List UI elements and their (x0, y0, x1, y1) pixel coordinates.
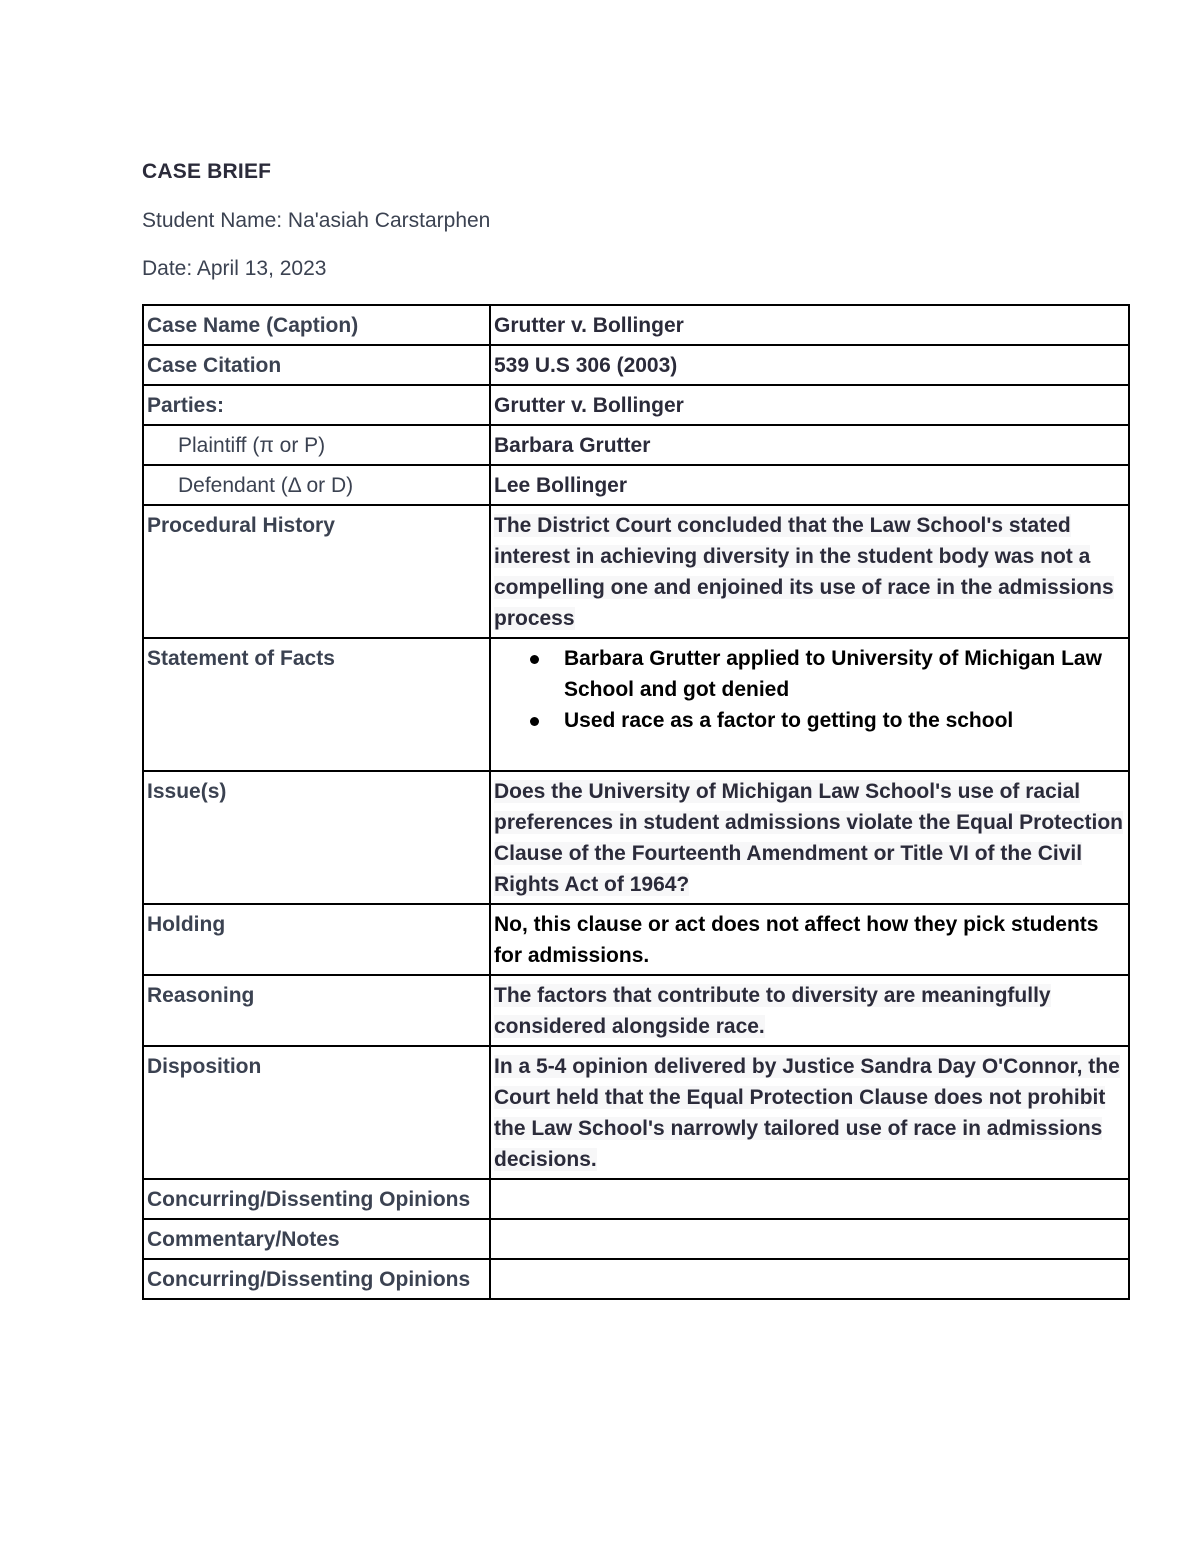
case-citation-label: Case Citation (143, 345, 490, 385)
holding-value: No, this clause or act does not affect how they pick students for admissions. (490, 904, 1129, 975)
statement-of-facts-label: Statement of Facts (143, 638, 490, 771)
row-concurring-dissenting-2 (143, 1259, 1129, 1299)
commentary-notes-value (490, 1219, 1129, 1259)
reasoning-value (490, 975, 1129, 1046)
issues-text: Does the University of Michigan Law School's use of racial preferences in student admissions violate the Equal Protection Clause of the Fourteenth Amendment or Title VI of the Civil Rights Act of 1964? (494, 780, 1123, 896)
case-name-label: Case Name (Caption) (143, 305, 490, 345)
defendant-value: Lee Bollinger (490, 465, 1129, 505)
disposition-value (490, 1046, 1129, 1179)
issues-label: Issue(s) (143, 771, 490, 904)
row-plaintiff (143, 425, 1129, 465)
brief-date: Date: April 13, 2023 (142, 257, 327, 280)
case-name-value: Grutter v. Bollinger (490, 305, 1129, 345)
row-holding (143, 904, 1129, 975)
row-disposition (143, 1046, 1129, 1179)
plaintiff-value: Barbara Grutter (490, 425, 1129, 465)
row-parties (143, 385, 1129, 425)
concurring-dissenting-label: Concurring/Dissenting Opinions (143, 1179, 490, 1219)
issues-value (490, 771, 1129, 904)
reasoning-label: Reasoning (143, 975, 490, 1046)
disposition-text: In a 5-4 opinion delivered by Justice Sandra Day O'Connor, the Court held that the Equal Protection Clause does not prohibit the Law School's narrowly tailored use of race in admissions decisions. (494, 1055, 1120, 1171)
procedural-history-text: The District Court concluded that the Law School's stated interest in achieving diversity in the student body was not a compelling one and enjoined its use of race in the admissions process (494, 514, 1114, 630)
fact-item: Used race as a factor to getting to the school (564, 705, 1125, 736)
facts-list (494, 643, 1125, 736)
row-procedural-history (143, 505, 1129, 638)
parties-value: Grutter v. Bollinger (490, 385, 1129, 425)
row-defendant (143, 465, 1129, 505)
holding-label: Holding (143, 904, 490, 975)
row-concurring-dissenting-1 (143, 1179, 1129, 1219)
plaintiff-label: Plaintiff (π or P) (143, 425, 490, 465)
reasoning-text: The factors that contribute to diversity are meaningfully considered alongside race. (494, 984, 1051, 1038)
case-brief-table (142, 304, 1130, 1300)
document-title: CASE BRIEF (142, 160, 272, 183)
statement-of-facts-value (490, 638, 1129, 771)
defendant-label: Defendant (Δ or D) (143, 465, 490, 505)
row-issues (143, 771, 1129, 904)
row-statement-of-facts (143, 638, 1129, 771)
row-reasoning (143, 975, 1129, 1046)
concurring-dissenting-value (490, 1259, 1129, 1299)
disposition-label: Disposition (143, 1046, 490, 1179)
row-case-name (143, 305, 1129, 345)
row-commentary-notes (143, 1219, 1129, 1259)
student-name: Student Name: Na'asiah Carstarphen (142, 209, 491, 232)
procedural-history-label: Procedural History (143, 505, 490, 638)
parties-label: Parties: (143, 385, 490, 425)
procedural-history-value (490, 505, 1129, 638)
row-case-citation (143, 345, 1129, 385)
concurring-dissenting-label: Concurring/Dissenting Opinions (143, 1259, 490, 1299)
concurring-dissenting-value (490, 1179, 1129, 1219)
fact-item: Barbara Grutter applied to University of Michigan Law School and got denied (564, 643, 1125, 705)
commentary-notes-label: Commentary/Notes (143, 1219, 490, 1259)
case-citation-value: 539 U.S 306 (2003) (490, 345, 1129, 385)
